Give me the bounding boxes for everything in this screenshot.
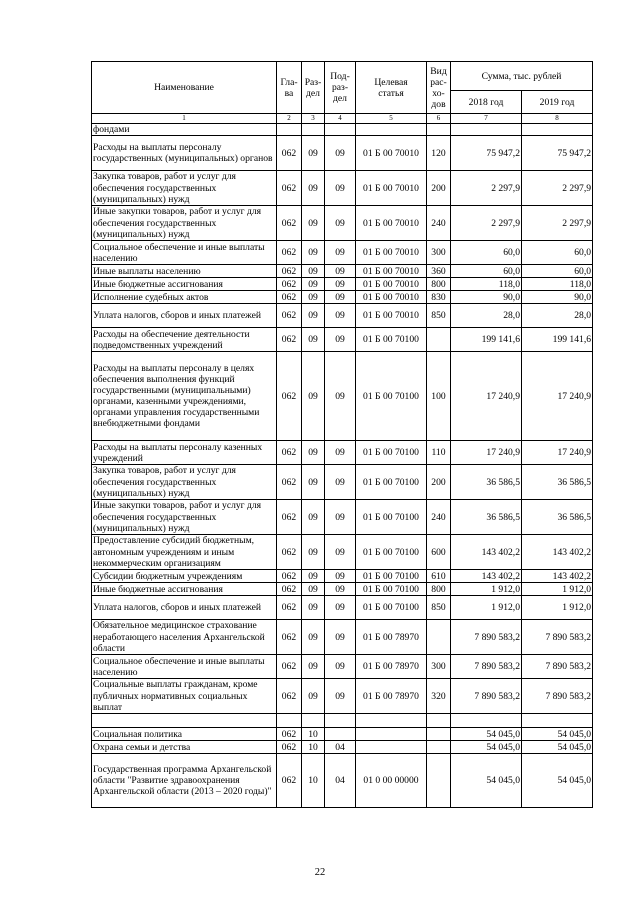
header-glava: Гла- ва <box>277 62 302 114</box>
row-vid: 850 <box>427 596 451 620</box>
table-row <box>92 304 593 328</box>
row-sum-2019: 36 586,5 <box>522 465 593 500</box>
page-number: 22 <box>314 867 326 878</box>
row-vid: 800 <box>427 278 451 291</box>
row-vid: 300 <box>427 655 451 679</box>
row-sum-2019: 60,0 <box>522 241 593 265</box>
header-target: Целевая статья <box>356 62 427 114</box>
row-glava: 062 <box>277 136 302 171</box>
table-row <box>92 500 593 535</box>
row-sum-2018: 1 912,0 <box>451 596 522 620</box>
row-razdel: 09 <box>302 500 325 535</box>
row-razdel: 09 <box>302 620 325 655</box>
row-glava: 062 <box>277 583 302 596</box>
row-glava: 062 <box>277 352 302 441</box>
row-name: Социальные выплаты гражданам, кроме публичных нормативных социальных выплат <box>92 679 277 714</box>
table-row <box>92 441 593 465</box>
row-glava: 062 <box>277 500 302 535</box>
table-row <box>92 465 593 500</box>
row-glava: 062 <box>277 171 302 206</box>
row-podrazdel <box>325 124 356 136</box>
table-row <box>92 291 593 304</box>
row-sum-2019: 17 240,9 <box>522 441 593 465</box>
table-row <box>92 728 593 741</box>
row-target: 01 0 00 00000 <box>356 754 427 808</box>
row-target: 01 Б 00 70010 <box>356 171 427 206</box>
row-vid: 850 <box>427 304 451 328</box>
row-sum-2019: 60,0 <box>522 265 593 278</box>
row-podrazdel: 09 <box>325 500 356 535</box>
row-podrazdel: 09 <box>325 583 356 596</box>
row-razdel: 09 <box>302 441 325 465</box>
row-target: 01 Б 00 78970 <box>356 620 427 655</box>
row-sum-2019 <box>522 124 593 136</box>
row-name: фондами <box>92 124 277 136</box>
row-sum-2019: 28,0 <box>522 304 593 328</box>
row-name: Иные закупки товаров, работ и услуг для обеспечения государственных (муниципальных) нужд <box>92 500 277 535</box>
row-glava: 062 <box>277 278 302 291</box>
row-name: Расходы на обеспечение деятельности подведомственных учреждений <box>92 328 277 352</box>
row-sum-2019: 75 947,2 <box>522 136 593 171</box>
budget-table <box>91 61 593 808</box>
row-glava: 062 <box>277 441 302 465</box>
row-podrazdel: 09 <box>325 265 356 278</box>
row-sum-2018 <box>451 714 522 728</box>
row-vid: 200 <box>427 465 451 500</box>
row-sum-2019: 1 912,0 <box>522 583 593 596</box>
row-podrazdel: 09 <box>325 620 356 655</box>
row-razdel: 09 <box>302 596 325 620</box>
row-name: Иные бюджетные ассигнования <box>92 278 277 291</box>
column-number-row <box>92 114 593 124</box>
row-razdel: 09 <box>302 679 325 714</box>
table-row <box>92 352 593 441</box>
row-podrazdel: 09 <box>325 304 356 328</box>
column-number: 2 <box>277 114 302 124</box>
row-sum-2018: 17 240,9 <box>451 352 522 441</box>
row-podrazdel: 09 <box>325 328 356 352</box>
row-razdel: 09 <box>302 278 325 291</box>
row-glava: 062 <box>277 596 302 620</box>
row-razdel: 09 <box>302 655 325 679</box>
row-sum-2019: 54 045,0 <box>522 754 593 808</box>
row-sum-2018: 60,0 <box>451 265 522 278</box>
row-razdel <box>302 124 325 136</box>
table-row <box>92 124 593 136</box>
row-vid: 200 <box>427 171 451 206</box>
row-name: Уплата налогов, сборов и иных платежей <box>92 596 277 620</box>
row-podrazdel: 09 <box>325 441 356 465</box>
row-sum-2018: 1 912,0 <box>451 583 522 596</box>
row-target: 01 Б 00 70100 <box>356 535 427 570</box>
row-glava: 062 <box>277 265 302 278</box>
row-sum-2018: 60,0 <box>451 241 522 265</box>
row-podrazdel: 09 <box>325 352 356 441</box>
row-vid <box>427 124 451 136</box>
row-razdel: 09 <box>302 304 325 328</box>
header-razdel: Раз- дел <box>302 62 325 114</box>
table-row <box>92 754 593 808</box>
table-row <box>92 583 593 596</box>
table-row <box>92 278 593 291</box>
row-sum-2018: 54 045,0 <box>451 754 522 808</box>
row-vid <box>427 728 451 741</box>
row-podrazdel: 09 <box>325 596 356 620</box>
row-target: 01 Б 00 78970 <box>356 655 427 679</box>
row-sum-2018: 2 297,9 <box>451 206 522 241</box>
row-vid: 110 <box>427 441 451 465</box>
row-vid: 360 <box>427 265 451 278</box>
row-podrazdel: 09 <box>325 679 356 714</box>
row-sum-2019: 54 045,0 <box>522 741 593 754</box>
row-podrazdel: 04 <box>325 754 356 808</box>
row-name: Исполнение судебных актов <box>92 291 277 304</box>
row-target: 01 Б 00 70010 <box>356 304 427 328</box>
row-glava: 062 <box>277 679 302 714</box>
row-sum-2018: 7 890 583,2 <box>451 679 522 714</box>
row-sum-2018: 199 141,6 <box>451 328 522 352</box>
row-sum-2018 <box>451 124 522 136</box>
row-razdel: 09 <box>302 171 325 206</box>
header-sum: Сумма, тыс. рублей <box>451 62 593 91</box>
column-number: 5 <box>356 114 427 124</box>
row-name: Социальное обеспечение и иные выплаты населению <box>92 655 277 679</box>
row-vid: 800 <box>427 583 451 596</box>
row-podrazdel: 09 <box>325 278 356 291</box>
row-podrazdel: 09 <box>325 171 356 206</box>
row-target: 01 Б 00 70100 <box>356 596 427 620</box>
row-name: Государственная программа Архангельской области "Развитие здравоохранения Архангельской области (2013 – 2020 годы)" <box>92 754 277 808</box>
table-row <box>92 570 593 583</box>
row-sum-2019: 118,0 <box>522 278 593 291</box>
row-glava: 062 <box>277 655 302 679</box>
row-glava: 062 <box>277 570 302 583</box>
row-target <box>356 741 427 754</box>
row-glava: 062 <box>277 465 302 500</box>
row-vid: 120 <box>427 136 451 171</box>
row-razdel: 09 <box>302 291 325 304</box>
row-razdel: 10 <box>302 728 325 741</box>
row-glava <box>277 124 302 136</box>
row-name: Иные бюджетные ассигнования <box>92 583 277 596</box>
row-podrazdel: 09 <box>325 291 356 304</box>
row-name: Расходы на выплаты персоналу государственных (муниципальных) органов <box>92 136 277 171</box>
row-razdel: 09 <box>302 328 325 352</box>
column-number: 3 <box>302 114 325 124</box>
row-vid: 100 <box>427 352 451 441</box>
table-row <box>92 596 593 620</box>
row-target: 01 Б 00 70100 <box>356 570 427 583</box>
row-razdel: 09 <box>302 206 325 241</box>
column-number: 8 <box>522 114 593 124</box>
header-podrazdel: Под- раз- дел <box>325 62 356 114</box>
row-sum-2018: 118,0 <box>451 278 522 291</box>
row-name: Социальное обеспечение и иные выплаты населению <box>92 241 277 265</box>
row-razdel: 09 <box>302 583 325 596</box>
row-sum-2018: 2 297,9 <box>451 171 522 206</box>
row-sum-2018: 143 402,2 <box>451 535 522 570</box>
row-razdel: 09 <box>302 352 325 441</box>
row-target <box>356 714 427 728</box>
row-name: Социальная политика <box>92 728 277 741</box>
row-target: 01 Б 00 70010 <box>356 291 427 304</box>
row-sum-2019: 7 890 583,2 <box>522 679 593 714</box>
header-year-2019: 2019 год <box>522 91 593 114</box>
row-sum-2019: 2 297,9 <box>522 171 593 206</box>
row-vid <box>427 714 451 728</box>
row-sum-2018: 28,0 <box>451 304 522 328</box>
table-row <box>92 206 593 241</box>
row-vid <box>427 741 451 754</box>
row-sum-2018: 36 586,5 <box>451 500 522 535</box>
row-razdel: 09 <box>302 570 325 583</box>
table-row <box>92 535 593 570</box>
row-name: Закупка товаров, работ и услуг для обеспечения государственных (муниципальных) нужд <box>92 171 277 206</box>
row-podrazdel: 04 <box>325 741 356 754</box>
row-name <box>92 714 277 728</box>
row-podrazdel: 09 <box>325 206 356 241</box>
row-target <box>356 124 427 136</box>
row-target: 01 Б 00 70010 <box>356 278 427 291</box>
row-vid: 240 <box>427 500 451 535</box>
table-row <box>92 328 593 352</box>
row-name: Уплата налогов, сборов и иных платежей <box>92 304 277 328</box>
row-glava: 062 <box>277 206 302 241</box>
table-row <box>92 679 593 714</box>
row-target: 01 Б 00 78970 <box>356 679 427 714</box>
row-sum-2019: 36 586,5 <box>522 500 593 535</box>
row-glava: 062 <box>277 620 302 655</box>
row-name: Субсидии бюджетным учреждениям <box>92 570 277 583</box>
table-row <box>92 655 593 679</box>
row-target: 01 Б 00 70100 <box>356 465 427 500</box>
row-sum-2019: 7 890 583,2 <box>522 655 593 679</box>
row-glava <box>277 714 302 728</box>
row-razdel: 10 <box>302 741 325 754</box>
row-name: Закупка товаров, работ и услуг для обеспечения государственных (муниципальных) нужд <box>92 465 277 500</box>
row-name: Расходы на выплаты персоналу казенных учреждений <box>92 441 277 465</box>
table-row <box>92 171 593 206</box>
row-glava: 062 <box>277 304 302 328</box>
row-vid: 830 <box>427 291 451 304</box>
column-number: 7 <box>451 114 522 124</box>
row-sum-2018: 7 890 583,2 <box>451 620 522 655</box>
row-podrazdel: 09 <box>325 136 356 171</box>
row-podrazdel: 09 <box>325 535 356 570</box>
row-podrazdel <box>325 714 356 728</box>
row-sum-2019: 1 912,0 <box>522 596 593 620</box>
row-podrazdel: 09 <box>325 241 356 265</box>
row-sum-2019: 17 240,9 <box>522 352 593 441</box>
row-name: Предоставление субсидий бюджетным, автономным учреждениям и иным некоммерческим организациям <box>92 535 277 570</box>
row-vid <box>427 620 451 655</box>
row-sum-2018: 75 947,2 <box>451 136 522 171</box>
row-vid: 300 <box>427 241 451 265</box>
row-glava: 062 <box>277 535 302 570</box>
row-razdel: 09 <box>302 136 325 171</box>
row-glava: 062 <box>277 741 302 754</box>
row-name: Расходы на выплаты персоналу в целях обеспечения выполнения функций государственными (муниципальными) органами, казенными учреждениями, органами управления государственными внебюджетными фондами <box>92 352 277 441</box>
row-razdel <box>302 714 325 728</box>
row-sum-2019: 90,0 <box>522 291 593 304</box>
row-sum-2019: 2 297,9 <box>522 206 593 241</box>
row-sum-2019: 143 402,2 <box>522 535 593 570</box>
row-glava: 062 <box>277 241 302 265</box>
row-name: Иные закупки товаров, работ и услуг для обеспечения государственных (муниципальных) нужд <box>92 206 277 241</box>
row-sum-2018: 36 586,5 <box>451 465 522 500</box>
row-name: Охрана семьи и детства <box>92 741 277 754</box>
row-vid <box>427 328 451 352</box>
row-vid: 610 <box>427 570 451 583</box>
header-vid: Вид рас- хо- дов <box>427 62 451 114</box>
row-target: 01 Б 00 70100 <box>356 352 427 441</box>
row-target: 01 Б 00 70010 <box>356 136 427 171</box>
table-row <box>92 620 593 655</box>
column-number: 4 <box>325 114 356 124</box>
row-razdel: 09 <box>302 465 325 500</box>
row-razdel: 09 <box>302 265 325 278</box>
row-sum-2019: 143 402,2 <box>522 570 593 583</box>
row-podrazdel: 09 <box>325 655 356 679</box>
row-sum-2018: 54 045,0 <box>451 728 522 741</box>
row-razdel: 09 <box>302 535 325 570</box>
table-row <box>92 265 593 278</box>
row-target: 01 Б 00 70100 <box>356 328 427 352</box>
row-target: 01 Б 00 70100 <box>356 500 427 535</box>
row-sum-2019: 199 141,6 <box>522 328 593 352</box>
row-sum-2018: 7 890 583,2 <box>451 655 522 679</box>
table-row <box>92 241 593 265</box>
row-sum-2019: 54 045,0 <box>522 728 593 741</box>
column-number: 1 <box>92 114 277 124</box>
row-target: 01 Б 00 70010 <box>356 265 427 278</box>
row-podrazdel: 09 <box>325 570 356 583</box>
row-glava: 062 <box>277 754 302 808</box>
row-sum-2018: 143 402,2 <box>451 570 522 583</box>
row-vid: 600 <box>427 535 451 570</box>
row-name: Обязательное медицинское страхование неработающего населения Архангельской области <box>92 620 277 655</box>
row-target <box>356 728 427 741</box>
row-glava: 062 <box>277 728 302 741</box>
row-sum-2019: 7 890 583,2 <box>522 620 593 655</box>
table-row <box>92 714 593 728</box>
row-sum-2018: 17 240,9 <box>451 441 522 465</box>
row-glava: 062 <box>277 328 302 352</box>
row-vid <box>427 754 451 808</box>
row-target: 01 Б 00 70010 <box>356 206 427 241</box>
table-row <box>92 136 593 171</box>
header-name: Наименование <box>92 62 277 114</box>
table-row <box>92 741 593 754</box>
row-sum-2018: 54 045,0 <box>451 741 522 754</box>
row-vid: 320 <box>427 679 451 714</box>
header-year-2018: 2018 год <box>451 91 522 114</box>
row-sum-2019 <box>522 714 593 728</box>
row-podrazdel <box>325 728 356 741</box>
row-podrazdel: 09 <box>325 465 356 500</box>
row-glava: 062 <box>277 291 302 304</box>
row-target: 01 Б 00 70100 <box>356 441 427 465</box>
row-target: 01 Б 00 70010 <box>356 241 427 265</box>
row-razdel: 10 <box>302 754 325 808</box>
row-vid: 240 <box>427 206 451 241</box>
row-razdel: 09 <box>302 241 325 265</box>
row-name: Иные выплаты населению <box>92 265 277 278</box>
row-target: 01 Б 00 70100 <box>356 583 427 596</box>
row-sum-2018: 90,0 <box>451 291 522 304</box>
column-number: 6 <box>427 114 451 124</box>
